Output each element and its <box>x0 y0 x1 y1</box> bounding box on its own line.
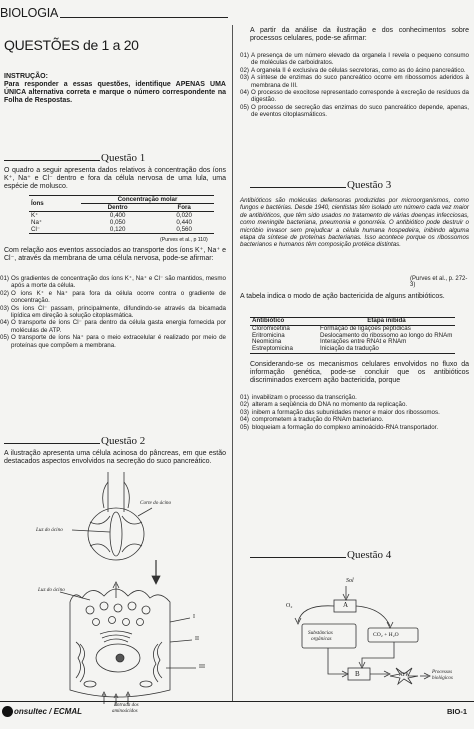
option-text: alteram a seqüência do DNA no momento da replicação. <box>252 401 408 409</box>
outside-cell: 0,560 <box>176 226 192 233</box>
option-text: O processo de exocitose representado corresponde à excreção de resíduos da digestão. <box>251 89 469 104</box>
q3-table-intro: A tabela indica o modo de ação bactericida de alguns antibióticos. <box>240 293 445 300</box>
option-text: O transporte de íons Cl⁻ para dentro da célula gasta energia fornecida por moléculas de ATP. <box>11 319 226 334</box>
label-biologicos: biológicos <box>432 676 453 681</box>
option-text: Os gradientes de concentração dos íons K⁺, Na⁺ e Cl⁻ são mantidos, mesmo após a morte da célula. <box>11 275 226 290</box>
footer-brand: onsultec / ECMAL <box>14 707 83 716</box>
inside-cell: 0,400 <box>109 212 126 219</box>
option-number: 02) <box>240 66 249 74</box>
label-processos: Processos <box>432 670 453 675</box>
q4-heading: Questão 4 <box>347 549 392 561</box>
option-text: O processo de secreção das enzimas do suco pancreático depende, apenas, de eventos citoplasmáticos. <box>251 103 469 119</box>
option-3[interactable] <box>0 305 226 320</box>
option-4[interactable] <box>0 319 226 334</box>
concentration-header: Concentração molar <box>81 196 214 204</box>
antibiotic-cell: Eritromicina <box>252 331 285 339</box>
option-number: 04) <box>240 416 249 424</box>
q1-options <box>0 275 226 349</box>
antibiotic-col-header: Antibiótico <box>250 318 318 326</box>
label-aminoacidos: aminoácidos <box>112 709 138 714</box>
option-text: O íons K⁺ e Na⁺ para fora da célula ocorre contra o gradiente de concentração. <box>11 289 226 305</box>
option-4[interactable] <box>240 416 469 423</box>
option-number: 02) <box>0 289 9 297</box>
q1-source: (Purves et al., p 110) <box>160 237 208 243</box>
option-2[interactable] <box>240 401 469 408</box>
option-3[interactable] <box>240 409 469 416</box>
option-5[interactable] <box>240 104 469 119</box>
table-row <box>29 219 214 226</box>
q3-options <box>240 394 469 431</box>
ion-cell: Cl⁻ <box>31 226 41 233</box>
instruction-title: INSTRUÇÃO: <box>4 73 48 80</box>
label-substancias: Substâncias <box>308 630 333 636</box>
option-text: Os íons Cl⁻ passam, principalmente, difundindo-se através da bicamada lipídica em direção à solução citoplasmática. <box>11 304 226 320</box>
option-number: 01) <box>0 275 9 282</box>
ion-table <box>29 195 214 234</box>
q3-heading: Questão 3 <box>347 179 392 191</box>
q1-stem: O quadro a seguir apresenta dados relativos à concentração dos íons K⁺, Na⁺ e Cl⁻ dentro e fora da célula nervosa de uma lula, uma espécie de molusco. <box>4 167 226 190</box>
stage-cell: Interações entre RNAt e RNAm <box>320 338 407 346</box>
q4-rule <box>250 557 346 558</box>
q1-heading: Questão 1 <box>101 152 146 164</box>
option-number: 01) <box>240 52 249 59</box>
ion-col-header: Íons <box>29 196 81 212</box>
label-roman-3: III <box>199 664 205 670</box>
subject-title: BIOLOGIA <box>0 6 59 20</box>
table-row <box>250 346 455 353</box>
table-row <box>29 212 214 220</box>
option-number: 05) <box>240 423 249 431</box>
antibiotic-cell: Cloromicetina <box>252 324 290 332</box>
option-1[interactable] <box>240 394 469 401</box>
antibiotic-cell: Neomicina <box>252 338 282 346</box>
option-number: 05) <box>0 334 9 342</box>
q3-quote: Antibióticos são moléculas defensoras produzidas por microorganismos, como fungos e bactérias. Desde 1940, cientistas têm isolado um número cada vez maior de antibióticos, que têm sido usados no tratamento de várias doenças infecciosas, como meningite bacteriana, pneumonia e gonorréia. O antibiótico pode destruir o micróbio invasor sem prejudicar a célula humana hospedeira, inibindo alguma etapa da síntese de proteínas bacterianas. Isso acontece porque os ribossomos bacterianos e humanos têm composição protéica distintas. <box>240 197 469 249</box>
label-roman-1: I <box>193 614 195 620</box>
option-text: O transporte de íons Na⁺ para o meio extracelular é realizado por meio de proteínas que compõem a membrana. <box>11 334 226 349</box>
option-3[interactable] <box>240 74 469 89</box>
label-luz-1: Luz do ácino <box>36 527 63 533</box>
q2-rule <box>4 443 100 444</box>
ion-cell: K⁺ <box>31 212 39 219</box>
label-co2-h2o: CO₂ + H₂O <box>373 632 399 638</box>
label-corte: Corte do ácino <box>140 500 172 506</box>
label-roman-2: II <box>195 636 199 642</box>
option-number: 05) <box>240 103 249 111</box>
label-atp: ATP <box>399 672 409 678</box>
q3-rule <box>250 187 346 188</box>
label-luz-2: Luz do ácino <box>38 587 65 593</box>
antibiotic-table <box>250 317 455 354</box>
label-organicas: orgânicas <box>311 636 332 642</box>
option-1[interactable] <box>240 52 469 67</box>
option-text: A síntese de enzimas do suco pancreático ocorre em ribossomos aderidos à membrana de III. <box>251 74 469 89</box>
option-text: A presença de um número elevado da organela I revela o pequeno consumo de moléculas de carboidratos. <box>251 52 469 67</box>
option-5[interactable] <box>0 334 226 349</box>
option-1[interactable] <box>0 275 226 290</box>
option-text: bloqueiam a formação do complexo aminoácido-RNA transportador. <box>252 423 439 431</box>
antibiotic-cell: Estreptomicina <box>252 345 293 353</box>
label-sol: Sol <box>346 578 354 584</box>
option-text: invabilizam o processo da transcrição. <box>252 394 357 401</box>
option-number: 03) <box>0 304 9 312</box>
option-number: 03) <box>240 74 249 82</box>
outside-cell: 0,440 <box>176 219 192 226</box>
page-number: BIO-1 <box>447 707 468 716</box>
outside-header: Fora <box>154 204 214 212</box>
q3-source: (Purves et al., p. 272-3) <box>410 276 468 288</box>
stage-col-header: Etapa inibida <box>318 318 455 326</box>
option-4[interactable] <box>240 89 469 104</box>
questions-range: QUESTÕES de 1 a 20 <box>4 37 139 53</box>
option-text: A organela II é exclusiva de células secretoras, como as do ácino pancreático. <box>251 66 466 74</box>
q2-stem: A ilustração apresenta uma célula acinosa do pâncreas, em que estão destacados aspectos envolvidos na secreção do suco pancreático. <box>4 450 226 465</box>
option-number: 03) <box>240 408 249 416</box>
q2-options <box>240 52 469 119</box>
option-number: 04) <box>0 319 9 327</box>
outside-cell: 0,020 <box>176 212 192 219</box>
q3-question: Considerando-se os mecanismos celulares envolvidos no fluxo da informação genética, pode-se concluir que os antibióticos discriminados exercem ação bactericida, porque <box>250 361 469 384</box>
inside-cell: 0,050 <box>109 219 126 226</box>
option-number: 02) <box>240 401 249 409</box>
stage-cell: Iniciação da tradução <box>320 345 379 353</box>
option-2[interactable] <box>0 290 226 305</box>
label-b: B <box>355 670 360 678</box>
instruction-text: Para responder a essas questões, identifique APENAS UMA ÚNICA alternativa correta e marque o número correspondente na Folha de Respostas. <box>4 81 226 104</box>
option-5[interactable] <box>240 424 469 431</box>
option-text: comprometem a tradução do RNAm bacteriano. <box>252 416 384 424</box>
q2-intro: A partir da análise da ilustração e dos conhecimentos sobre processos celulares, pode-se afirmar: <box>250 27 469 42</box>
q1-rule <box>4 160 100 161</box>
inside-header: Dentro <box>81 204 154 212</box>
option-number: 01) <box>240 394 249 401</box>
header-rule <box>60 17 228 18</box>
brand-logo <box>2 706 13 717</box>
inside-cell: 0,120 <box>109 226 126 233</box>
option-text: inibem a formação das subunidades menor e maior dos ribossomos. <box>252 408 440 416</box>
label-o2: O₂ <box>286 603 293 609</box>
q2-heading: Questão 2 <box>101 435 146 447</box>
ion-cell: Na⁺ <box>31 219 43 226</box>
label-a: A <box>343 601 349 609</box>
column-divider <box>232 25 233 701</box>
stage-cell: Formação de ligações peptídicas <box>320 324 411 332</box>
option-number: 04) <box>240 89 249 97</box>
label-entrada: Entrada dos <box>114 703 139 708</box>
table-row <box>29 226 214 234</box>
stage-cell: Deslocamento do ribossomo ao longo do RNAm <box>320 331 453 339</box>
option-2[interactable] <box>240 67 469 74</box>
footer-rule <box>0 701 474 702</box>
q1-question: Com relação aos eventos associados ao transporte dos íons K⁺, Na⁺ e Cl⁻, através da membrana de uma célula nervosa, pode-se afirmar: <box>4 247 226 262</box>
